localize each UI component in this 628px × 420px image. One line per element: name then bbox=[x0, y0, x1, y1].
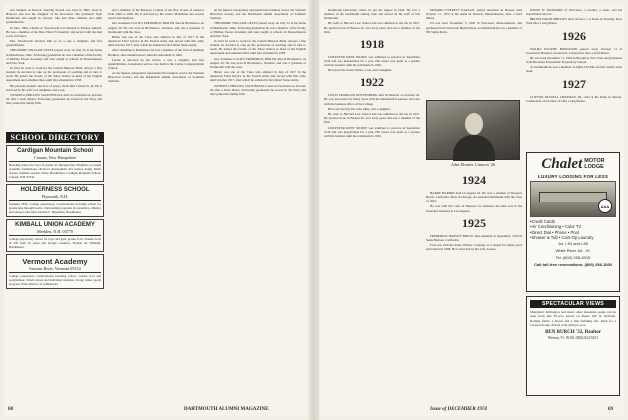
obit-paragraph: At Dartmouth he was a member of Alpha Chi Rho and the varsity track team. bbox=[526, 65, 622, 74]
chalet-reservations: Call toll-free reservations: (800) 258-1000 bbox=[534, 261, 612, 267]
obit-paragraph: Bixler was one of the Class who enlisted in July of 1917 in the American Field Service in the French Army and served with that army until October 1917, after which he enlisted in the United States Army. bbox=[108, 34, 204, 48]
school-ad-vermont-academy[interactable] bbox=[6, 254, 104, 289]
chalet-motor-word: MOTOR bbox=[584, 158, 605, 164]
class-year-heading: 1927 bbox=[562, 76, 586, 91]
chalet-name: Chalet bbox=[541, 156, 583, 172]
school-description: College preparatory school for boys and girls, grades 9-12. Student body of 250 from 25 states and foreign countries. Thomas M. Wilhelm, Headmaster. bbox=[9, 237, 101, 249]
right-page-number: 69 bbox=[608, 407, 613, 412]
chalet-lodge-word: LODGE bbox=[584, 164, 604, 170]
school-ad-cardigan[interactable] bbox=[6, 145, 104, 182]
feature-item: • Direct Dial • Phone • Pool bbox=[530, 230, 616, 235]
obit-paragraph: and a member of the Buckeye Council of the Boy Scouts of America from 1929 to 1946. He is survived by his widow Madeleine and several nieces and nephews. bbox=[108, 8, 204, 21]
obit-paragraph: He was born December 11, 1904 in Brooklyn, New York and graduated from Brooklyn Polytechnic Preparatory School. bbox=[526, 55, 622, 65]
school-name: Vermont Academy bbox=[22, 257, 88, 266]
page-gutter bbox=[309, 0, 319, 420]
obit-paragraph: BRUNO DAVID PHILLIPS died October 1 at home in Pawling, New York after a long illness. bbox=[526, 17, 622, 26]
school-ad-holderness[interactable] bbox=[6, 184, 104, 217]
obit-paragraph: LEWIS FRANKLIN DOTTENBERG died in Hanover on October 20. He was associated for many years with the Dartmouth bookstore and later with the business office of the College. bbox=[324, 93, 420, 106]
school-description: Boarding school for boys in grades six through nine. Emphasis on sound academic foundations, character development and outdoor living. Small classes. Summer session. Write: Headmaster, Cardigan Mountain School, Canaan, N.H. 03741. bbox=[9, 163, 101, 179]
obit-paragraph: WENDELL PHILLIPS SALTONSTALL died in Cincinnati on October 26 after a short illness. Following graduation he served in the Navy and later joined the family firm. bbox=[210, 83, 306, 96]
motel-photo bbox=[530, 181, 616, 217]
left-column-2 bbox=[108, 8, 204, 400]
left-column-1 bbox=[6, 8, 102, 106]
chalet-logo bbox=[530, 156, 616, 172]
aaa-badge-icon: AAA bbox=[598, 199, 612, 213]
obit-paragraph: In 1931 he went to work for the Central Hanover Bank. Always a fine student, he decided to take up the profession of teaching and in turn to teach. He joined the faculty of the Tabor School as head of the English department and remained there until his retirement in 1958. bbox=[210, 39, 306, 56]
issue-date: Issue of DECEMBER 1974 bbox=[430, 407, 487, 412]
portrait-head bbox=[465, 113, 483, 135]
obit-paragraph: Our classmate LUCIUS FREDERICK BIXLER died in Brattleboro on August 29. He was born in Brattleboro, Vermont, and was a graduate of Dartmouth with the class. bbox=[210, 56, 306, 69]
obit-paragraph: In June, 1904, Charles A. Woodworth was married to Eleanor Aldrich. He was a member of the Beta Theta Pi fraternity and served with the Red Cross in France. bbox=[6, 25, 102, 38]
portrait-caption: John Donner Cannon '26 bbox=[450, 162, 496, 167]
school-directory-title: SCHOOL DIRECTORY bbox=[6, 132, 104, 143]
obit-paragraph: At his funeral, delegations represented the business world, the Vermont Historical Society and the Dartmouth alumni association of Southern Vermont. bbox=[210, 8, 306, 21]
obit-paragraph: EDWARD EVERETT KAPLAN, retired merchant in Boston, died October 17, 1974 at his home in Newton, Massachusetts, after a brief illness. bbox=[426, 8, 522, 21]
chalet-phone: Tel. (802) 295-3015 bbox=[555, 254, 591, 260]
obit-paragraph: CLIFTON RUSSELL CHAPMAN, JR., died at his home in Sharon, Connecticut on October 22 after a long illness. bbox=[526, 94, 622, 103]
right-column-3 bbox=[526, 8, 622, 150]
obit-paragraph: LEICESTER KENT MCKEE was admitted to practice in September 1919 and was hospitalized for a year. His career was spent as a partner with his brothers until his retirement in 1962. bbox=[324, 54, 420, 67]
obit-paragraph: DAVID W. BARNARD of Worcester, a brother, a sister, and his stepchildren survive. bbox=[526, 8, 622, 17]
portrait-photo bbox=[426, 100, 520, 160]
obit-paragraph: Our classmate LUCIUS FREDERICK BIXLER died in Brattleboro on August 29. He was born in Brattleboro, Vermont, and was a graduate of Dartmouth with the class. bbox=[108, 21, 204, 34]
left-column-3 bbox=[210, 8, 306, 400]
obit-paragraph: After returning to Brattleboro he was a member of the firm of Dunham Brothers, shoe manufacturers, until his retirement in 1960. bbox=[108, 48, 204, 57]
class-year-heading: 1918 bbox=[360, 36, 384, 51]
obit-paragraph: Fred was with the Paine Webber Company as a broker for many years and retired in 1968. He is survived by his wife, Louise. bbox=[426, 243, 522, 252]
chalet-tagline: LUXURY LODGING FOR LESS bbox=[537, 174, 609, 179]
obit-paragraph: He went to Harvard Law School and was admitted to the bar in 1927. He practiced law in Boston for over forty years and was a member of the firm. bbox=[324, 112, 420, 125]
school-location: Canaan, New Hampshire bbox=[34, 155, 76, 160]
obit-paragraph: He is survived by his wife, Mary, and a daughter. bbox=[328, 106, 391, 111]
obit-paragraph: Bixler was one of the Class who enlisted in July of 1917 in the American Field Service in the French Army and served with that army until October 1917, after which he enlisted in the United States Army. bbox=[210, 70, 306, 83]
portrait-torso bbox=[453, 135, 495, 161]
class-year-heading: 1926 bbox=[562, 28, 586, 43]
publication-name: DARTMOUTH ALUMNI MAGAZINE bbox=[184, 407, 269, 412]
feature-item: • Credit Cards bbox=[530, 219, 616, 224]
obit-paragraph: He was with the Class in Hanover for business and then was in the insurance business in Los Angeles. bbox=[426, 204, 522, 213]
obit-paragraph: WENDELL PHILLIPS SALTONSTALL died in Cincinnati on October 26 after a short illness. Following graduation he served in the Navy and later joined the family firm. bbox=[6, 92, 102, 106]
right-column-2-bottom bbox=[426, 170, 522, 400]
divider bbox=[9, 235, 101, 236]
obit-paragraph: FREDERICK HARVEY BRUCE died suddenly in September, 1974 in Santa Barbara, California. bbox=[426, 233, 522, 242]
school-description: Founded 1879. College preparatory. Coeducational boarding school for grades nine through twelve. Outstanding programs in academics, athletics and outdoor education. Donald C. Hagerman, Headmaster. bbox=[9, 202, 101, 214]
right-page bbox=[320, 4, 624, 416]
feature-item: • Shower & Tub • Coin-Op Laundry bbox=[530, 235, 616, 240]
realtor-signature: BEN BURCH '32, Realtor bbox=[545, 329, 601, 335]
obit-paragraph: In 1931 he went to work for the Central Hanover Bank. Always a fine student, he decided to take up the profession of teaching and in turn to teach. He joined the faculty of the Tabor School as head of the English department and remained there until his retirement in 1958. bbox=[6, 65, 102, 83]
left-page-number: 68 bbox=[8, 407, 13, 412]
spectacular-views-ad[interactable] bbox=[526, 296, 620, 396]
school-location: Saxtons River, Vermont 05154 bbox=[29, 266, 81, 271]
obit-paragraph: He leaves his widow Helen, a son, and a daughter. bbox=[328, 68, 393, 73]
right-column-1 bbox=[324, 8, 420, 400]
feature-item: • Air Conditioning • Color TV bbox=[530, 224, 616, 229]
left-page bbox=[4, 4, 308, 416]
school-location: Plymouth, N.H. bbox=[41, 194, 69, 199]
school-location: Meriden, N.H. 03770 bbox=[37, 229, 73, 234]
chalet-feature-list bbox=[530, 219, 616, 240]
obit-paragraph: At his funeral, delegations represented the business world, the Vermont Historical Society and the Dartmouth alumni association of Southern Vermont. bbox=[108, 71, 204, 84]
obit-paragraph: Ed was born November 3, 1900 in Worcester, Massachusetts, and graduated from Worcester High School. At Dartmouth he was a member of Phi Sigma Delta. bbox=[426, 21, 522, 34]
spectacular-views-body: Mansfield, Killington and many other mountain peaks can be seen from this 85-acre parcel on Route 100 in Vermont. Rolling fields, a brook and a fine building site. Ideal for a vacation home. Priced at $1,200 per acre. bbox=[530, 310, 616, 328]
obit-paragraph: WALDO EUGENE BONGTSON passed away October 11 at Greenwich Hospital, Greenwich, Connecticut after a brief illness. bbox=[526, 46, 622, 55]
school-directory bbox=[6, 132, 104, 398]
obit-paragraph: and Stephen, in Boston. Dorothy Powell was born in 1895, lived in Hanover and was the daughter of the Reverend. She graduated from Dartmouth and taught in schools. She had three children and eight grandchildren. bbox=[6, 8, 102, 25]
chalet-motor-lodge bbox=[584, 158, 604, 170]
realtor-address: Weston, Vt. 05161 (802) 824-5451 bbox=[547, 335, 599, 340]
motel-building bbox=[539, 192, 607, 202]
obit-paragraph: His pleasant manner and love of poetry made him a friend to all. He is survived by his wife, two daughters and a son. bbox=[6, 83, 102, 92]
school-name: KIMBALL UNION ACADEMY bbox=[15, 222, 95, 228]
obit-paragraph: HARRY HARDIN died on August 24. He was a resident of Newport Beach, California. Born in Chicago, he attended Dartmouth with the class of 1924. bbox=[426, 191, 522, 204]
divider bbox=[9, 272, 101, 273]
class-year-heading: 1924 bbox=[462, 173, 486, 187]
obit-paragraph: Mrs. Woodworth survives him as do a son, a daughter, and five grandchildren. bbox=[6, 39, 102, 48]
obit-paragraph: He went to Harvard Law School and was admitted to the bar in 1927. He practiced law in Boston for over forty years and was a member of the firm. bbox=[324, 21, 420, 34]
school-name: HOLDERNESS SCHOOL bbox=[20, 187, 90, 193]
obit-paragraph: Dartmouth University, where he got his degree in 1924. He was a member of the Dartmouth Outing Club and served on the staff of The Dartmouth. bbox=[324, 8, 420, 21]
right-column-2-top bbox=[426, 8, 522, 98]
obit-paragraph: THEODORE WILLIAM GETES passed away on July 25 at his home in Manchester, Ohio. Following graduation he was a member of the faculty of Phillips Exeter Academy and later taught at schools in Massachusetts and New York. bbox=[210, 21, 306, 38]
divider bbox=[9, 161, 101, 162]
obit-paragraph: LEICESTER KENT MCKEE was admitted to practice in September 1919 and was hospitalized for a year. His career was spent as a partner with his brothers until his retirement in 1962. bbox=[324, 125, 420, 138]
chalet-motor-lodge-ad[interactable] bbox=[526, 152, 620, 292]
obit-paragraph: Lucius is survived by his widow, a son, a daughter and four grandchildren. A memorial service was held in the Centre Congregational Church. bbox=[108, 57, 204, 70]
class-year-heading: 1922 bbox=[360, 75, 384, 90]
class-year-heading: 1925 bbox=[462, 215, 486, 230]
chalet-location: Jct. I-91 and I-89 bbox=[557, 241, 588, 247]
school-name: Cardigan Mountain School bbox=[17, 148, 93, 154]
obit-paragraph: THEODORE WILLIAM GETES passed away on July 25 at his home in Manchester, Ohio. Following graduation he was a member of the faculty of Phillips Exeter Academy and later taught at schools in Massachusetts and New York. bbox=[6, 48, 102, 65]
school-ad-kimball[interactable] bbox=[6, 219, 104, 252]
spectacular-views-title: SPECTACULAR VIEWS bbox=[530, 300, 616, 308]
chalet-address: White River Jct., Vt. bbox=[555, 247, 591, 253]
school-description: College preparatory coeducational boarding school. Grades 9-12 and postgraduate. Small classes and individual attention. Strong winter sports program. Write Director of Admissions. bbox=[9, 274, 101, 286]
divider bbox=[9, 200, 101, 201]
